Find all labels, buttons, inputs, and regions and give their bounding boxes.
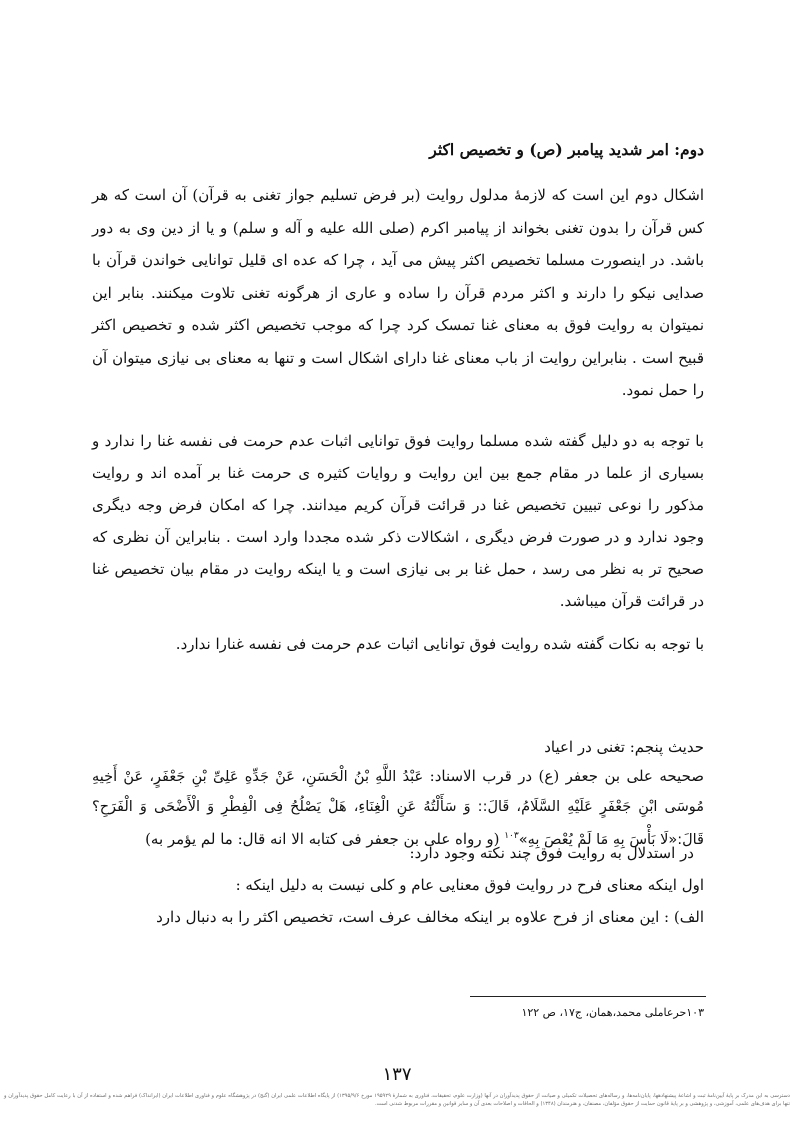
footnote-marker: ۱۰۳ bbox=[504, 831, 519, 841]
footnote-divider bbox=[470, 996, 706, 997]
point-1: اول اینکه معنای فرح در روایت فوق معنایی عام و کلی نیست به دلیل اینکه : bbox=[235, 876, 704, 894]
hadith-intro: صحیحه علی بن جعفر (ع) در قرب الاسناد: bbox=[429, 767, 704, 785]
hadith-title: حدیث پنجم: تغنی در اعیاد bbox=[544, 738, 704, 756]
paragraph-1: اشکال دوم این است که لازمهٔ مدلول روایت (بر فرض تسلیم جواز تغنی به قرآن) آن است که هر کس قرآن را بدون تغنی بخواند از پیامبر اکرم (صلی الله علیه و آله و سلم) و یا از دین وی به دور باشد. در اینصورت مسلما تخصیص اکثر پیش می آید ، چرا که عده ای قلیل توانایی خواندن قرآن با صدایی نیکو را دارند و اکثر مردم قرآن را ساده و عاری از هرگونه تغنی تلاوت میکنند. بنابر این نمیتوان به روایت فوق به معنای غنا تمسک کرد چرا که موجب تخصیص اکثر شده و تخصیص اکثر قبیح است . بنابراین روایت از باب معنای غنا دارای اشکال است و تنها به معنای بی نیازی میتوان آن را حمل نمود. bbox=[92, 186, 704, 399]
page-number: ۱۳۷ bbox=[382, 1064, 412, 1085]
points-block bbox=[92, 837, 704, 933]
paragraph-3: با توجه به نکات گفته شده روایت فوق توانایی اثبات عدم حرمت فی نفسه غنارا ندارد. bbox=[175, 635, 704, 653]
hadith-text: عَبْدُ اللَّهِ بْنُ الْحَسَنِ، عَنْ جَدِّهِ عَلِیِّ بْنِ جَعْفَرٍ، عَنْ أَخِیهِ مُوسَی ابْنِ جَعْفَرٍ عَلَیْهِ السَّلَامُ، قَالَ:: وَ سَأَلْتُهُ عَنِ الْغِنَاءِ، هَلْ یَصْلُحُ فِی الْفِطْرِ وَ الْأَضْحَی وَ الْفَرَحِ؟ قَالَ:«لَا بَأْسَ بِهِ مَا لَمْ یُعْصَ بِهِ» bbox=[92, 769, 704, 848]
points-intro: در استدلال به روایت فوق چند نکته وجود دارد: bbox=[409, 844, 694, 862]
copyright-disclaimer: دسترسی به این مدرک بر پایهٔ آیین‌نامهٔ ثبت و اشاعهٔ پیشنهادهها، پایان‌نامه‌ها، و رساله‌های تحصیلات تکمیلی و صیانت از حقوق پدیدآوران در آنها (وزارت علوم، تحقیقات، فناوری به شمارهٔ ۱۹۵۹۲۹ مورخ ۱۳۹۵/۹/۶) از پایگاه اطلاعات علمی ایران (گنج) در پژوهشگاه علوم و فناوری اطلاعات ایران (ایرانداک) فراهم شده و استفاده از آن با رعایت کامل حقوق پدیدآوران و تنها برای هدف‌های علمی، آموزشی، و پژوهشی و بر پایهٔ قانون حمایت از حقوق مؤلفان، مصنفان، و هنرمندان (۱۳۴۸) و الحاقات و اصلاحات بعدی آن و سایر قوانین و مقررات مربوط شدنی است. bbox=[4, 1093, 790, 1107]
section-heading: دوم: امر شدید پیامبر (ص) و تخصیص اکثر bbox=[429, 140, 704, 159]
footnote: ۱۰۳حرعاملی محمد،همان، ج۱۷، ص ۱۲۲ bbox=[521, 1006, 704, 1019]
point-1a: الف) : این معنای از فرح علاوه بر اینکه مخالف عرف است، تخصیص اکثر را به دنبال دارد bbox=[156, 908, 704, 926]
paragraph-2: با توجه به دو دلیل گفته شده مسلما روایت فوق توانایی اثبات عدم حرمت فی نفسه غنا را ندارد و بسیاری از علما در مقام جمع بین این روایت و روایات کثیره ی حرمت غنا بر آمده اند و روایت مذکور را نوعی تبیین تخصیص غنا در قرائت قرآن کریم میدانند. چرا که امکان فرض وجه دیگری وجود ندارد و در صورت فرض دیگری ، اشکالات ذکر شده مجددا وارد است . بنابراین آن نظری که صحیح تر به نظر می رسد ، حمل غنا بر بی نیازی است و یا اینکه روایت در مقام بیان تخصیص غنا در قرائت قرآن میباشد. bbox=[92, 432, 704, 610]
hadith-tail: (و رواه علی بن جعفر فی کتابه الا انه قال: ما لم یؤمر به) bbox=[145, 830, 500, 848]
